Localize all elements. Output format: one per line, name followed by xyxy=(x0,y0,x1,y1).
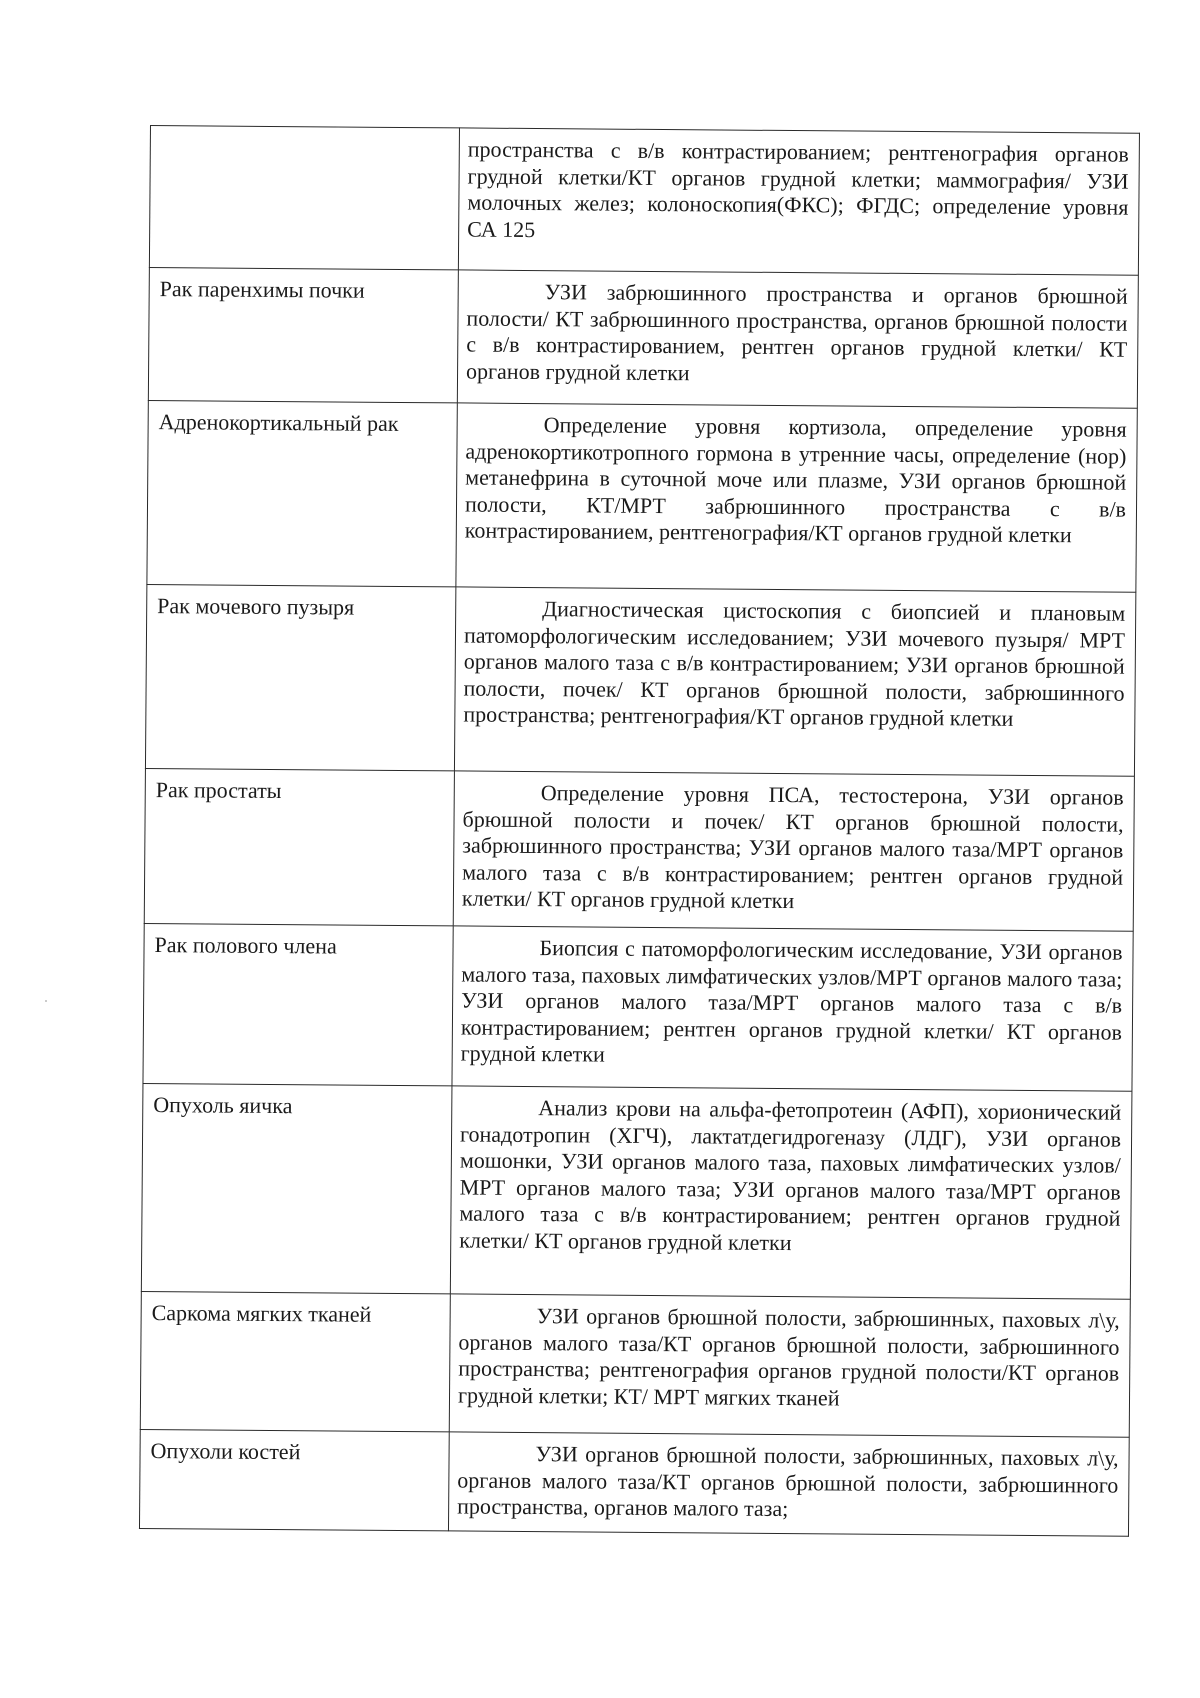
examination-cell xyxy=(449,1294,1130,1437)
examination-cell xyxy=(457,270,1138,408)
diagnosis-cell: Рак паренхимы почки xyxy=(148,267,458,402)
examination-text: Анализ крови на альфа-фетопротеин (АФП), хорионический гонадотропин (ХГЧ), лактатдегидрогеназу (ЛДГ), УЗИ органов мошонки, УЗИ органов малого таза, паховых лимфатических узлов/МРТ органов малого таза; УЗИ органов малого таза/МРТ органов малого таза с в/в контрастированием; рентген органов грудной клетки/ КТ органов грудной клетки xyxy=(459,1095,1122,1255)
examination-cell xyxy=(458,128,1139,275)
table-row xyxy=(147,400,1137,592)
examination-text: Определение уровня кортизола, определение уровня адренокортикотропного гормона в утренние часы, определение (нор) метанефрина в суточной моче или плазме, УЗИ органов брюшной полости, КТ/МРТ забрюшинного пространства с в/в контрастированием, рентгенография/КТ органов грудной клетки xyxy=(464,412,1127,548)
table-row xyxy=(149,126,1139,276)
diagnosis-cell: Рак простаты xyxy=(144,768,454,925)
examination-text: УЗИ органов брюшной полости, забрюшинных, паховых л\у, органов малого таза/КТ органов брюшной полости, забрюшинного пространства, органов малого таза; xyxy=(457,1441,1119,1522)
diagnosis-cell: Опухоли костей xyxy=(139,1429,449,1530)
examination-text: УЗИ забрюшинного пространства и органов брюшной полости/ КТ забрюшинного пространства, органов брюшной полости с в/в контрастированием, рентген органов грудной клетки/ КТ органов грудной клетки xyxy=(465,279,1128,385)
examination-cell xyxy=(452,926,1133,1091)
diagnosis-cell xyxy=(149,126,459,270)
examination-text: УЗИ органов брюшной полости, забрюшинных, паховых л\у, органов малого таза/КТ органов брюшной полости, забрюшинного пространства; рентгенография органов грудной полости/КТ органов грудной клетки; КТ/ МРТ мягких тканей xyxy=(457,1303,1120,1410)
diagnosis-cell: Рак полового члена xyxy=(143,923,453,1085)
examination-text: Диагностическая цистоскопия с биопсией и плановым патоморфологическим исследованием; УЗИ мочевого пузыря/ МРТ органов малого таза с в/в контрастированием; УЗИ органов брюшной полости, почек/ КТ органов брюшной полости, забрюшинного пространства; рентгенография/КТ органов грудной клетки xyxy=(463,596,1126,731)
diagnostics-table xyxy=(139,125,1140,1536)
table-row xyxy=(148,267,1138,408)
scan-speck xyxy=(45,1000,47,1002)
examination-cell xyxy=(453,771,1134,931)
diagnosis-cell: Саркома мягких тканей xyxy=(140,1291,450,1431)
diagnosis-cell: Адренокортикальный рак xyxy=(147,400,457,586)
table-row xyxy=(141,1083,1132,1299)
table-row xyxy=(139,1429,1129,1535)
examination-cell xyxy=(454,587,1135,776)
diagnosis-cell: Опухоль яичка xyxy=(141,1083,452,1293)
examination-cell xyxy=(456,403,1137,592)
examination-cell xyxy=(448,1432,1129,1536)
diagnosis-cell: Рак мочевого пузыря xyxy=(145,584,455,770)
examination-text: Биопсия с патоморфологическим исследование, УЗИ органов малого таза, паховых лимфатических узлов/МРТ органов малого таза; УЗИ органов малого таза/МРТ органов малого таза с в/в контрастированием; рентген органов грудной клетки/ КТ органов грудной клетки xyxy=(460,935,1123,1067)
examination-text: Определение уровня ПСА, тестостерона, УЗИ органов брюшной полости и почек/ КТ органов брюшной полости, забрюшинного пространства; УЗИ органов малого таза/МРТ органов малого таза с в/в контрастированием; рентген органов грудной клетки/ КТ органов грудной клетки xyxy=(461,780,1124,914)
table-row xyxy=(145,584,1135,776)
table-row xyxy=(140,1291,1130,1437)
table-row xyxy=(144,768,1134,931)
table-row xyxy=(143,923,1133,1091)
examination-text: пространства с в/в контрастированием; рентгенография органов грудной клетки/КТ органов грудной клетки; маммография/ УЗИ молочных желез; колоноскопия(ФКС); ФГДС; определение уровня СА 125 xyxy=(467,136,1129,242)
examination-cell xyxy=(450,1086,1132,1299)
document-page xyxy=(139,125,1140,1536)
